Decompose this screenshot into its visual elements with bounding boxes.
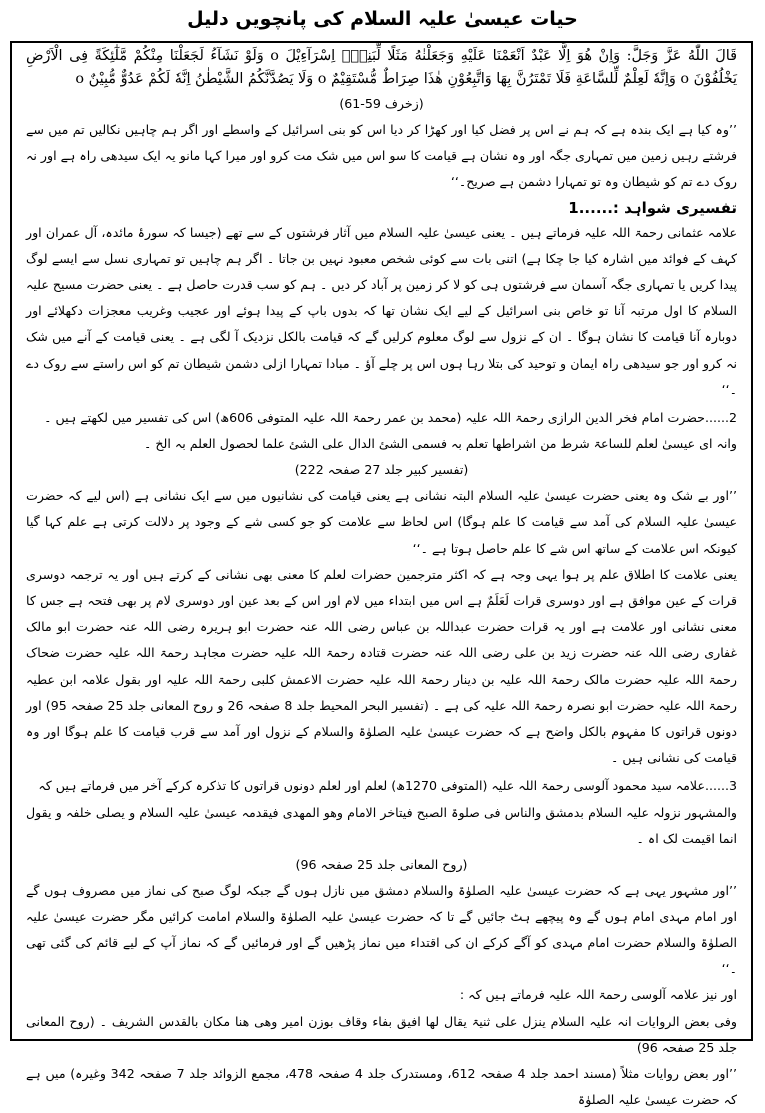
section-heading: تفسیری شواہد :......1 [568, 198, 737, 217]
paragraph-alusi-arabic: والمشہور نزولہ علیہ السلام بدمشق والناس فی صلوۃ الصبح فیتاخر الامام وھو المھدی فیقدمہ عیسیٰ علیہ السلام و یصلی خلفہ و یقول انما اقیمت لک اہ ۔ [26, 804, 737, 846]
paragraph-alusi-further: اور نیز علامہ آلوسی رحمۃ اللہ علیہ فرماتے ہیں کہ : [459, 987, 737, 1003]
razi-reference: (تفسیر کبیر جلد 27 صفحہ 222) [294, 462, 469, 478]
paragraph-alusi-intro: 3......علامہ سید محمود آلوسی رحمۃ اللہ علیہ (المتوفی 1270ھ) لعلم اور لعلم دونوں قراتوں کا تذکرہ کرکے آخر میں فرماتے ہیں کہ [38, 778, 737, 794]
paragraph-narrations: ’’اور بعض روایات مثلاً (مسند احمد جلد 4 صفحہ 612، ومستدرک جلد 4 صفحہ 478، مجمع الزوائد جلد 7 صفحہ 342 وغیرہ) میں ہے کہ حضرت عیسیٰ علیہ الصلوٰۃ [26, 1065, 737, 1107]
verse-reference: (زخرف 59-61) [339, 96, 424, 111]
content-frame [10, 41, 753, 1107]
quran-verse: قَالَ اللّٰهُ عَزَّ وَجَلَّ: وَاِنْ هُوَ اِلَّا عَبْدٌ اَنْعَمْنَا عَلَيْهِ وَجَعَلْنٰهُ مَثَلًا لِّبَنِيْۤ اِسْرَآءِيْلَ o وَلَوْ نَشَآءُ لَجَعَلْنَا مِنْكُمْ مَّلٰٓئِكَةً فِى الْاَرْضِ يَخْلُفُوْنَ o وَاِنَّهٗ لَعِلْمٌ لِّلسَّاعَةِ فَلَا تَمْتَرُنَّ بِهَا وَاتَّبِعُوْنِ هٰذَا صِرَاطٌ مُّسْتَقِيْمٌ o وَلَا يَصُدَّنَّكُمُ الشَّيْطٰنُ اِنَّهٗ لَكُمْ عَدُوٌّ مُّبِيْنٌ o [26, 48, 737, 87]
paragraph-alusi-arabic-2: وفی بعض الروایات انہ علیہ السلام ینزل علی ثنیۃ یقال لھا افیق بفاء وقاف بوزن امیر وھی ھنا مکان بالقدس الشریف ۔ (روح المعانی جلد 25 صفحہ 96) [26, 1013, 737, 1055]
paragraph-usmani: علامہ عثمانی رحمۃ اللہ علیہ فرماتے ہیں ۔ یعنی عیسیٰ علیہ السلام میں آثار فرشتوں کے سے تھے (جیسا کہ سورۂ مائدہ، آل عمران اور کہف کے فوائد میں اشارہ کیا جا چکا ہے) اتنی بات سے کوئی شخص معبود نہیں بن جاتا ۔ اگر ہم چاہیں تو تمہاری نسل سے ایسے لوگ پیدا کریں یا تمہاری جگہ آسمان سے فرشتوں ہی کو لا کر زمین پر آباد کر دیں ۔ ہم کو سب قدرت حاصل ہے ۔ یعنی حضرت مسیح علیہ السلام کا اول مرتبہ آنا تو خاص بنی اسرائیل کے لیے ایک نشان تھا کہ بدوں باپ کے پیدا ہوئے اور عجیب وغریب معجزات دکھلائے اور دوبارہ آنا قیامت کا نشان ہوگا ۔ ان کے نزول سے لوگ معلوم کرلیں گے کہ قیامت بالکل نزدیک آ لگی ہے ۔ یعنی قیامت کے آنے میں شک نہ کرو اور جو سیدھی راہ ایمان و توحید کی بتلا رہا ہوں اس پر چلے آؤ ۔ مبادا تمہارا ازلی دشمن شیطان تم کو اس راستے سے روک دے ۔‘‘ [26, 224, 737, 397]
alusi-reference: (روح المعانی جلد 25 صفحہ 96) [295, 856, 468, 872]
page-title: حیات عیسیٰ علیہ السلام کی پانچویں دلیل [187, 8, 578, 30]
verse-translation: ’’وہ کیا ہے ایک بندہ ہے کہ ہم نے اس پر فضل کیا اور کھڑا کر دیا اس کو بنی اسرائیل کے واسطے اور اگر ہم چاہیں نکالیں تم میں سے فرشتے رہیں زمین میں تمہاری جگہ اور وہ نشان ہے قیامت کا سو اس میں شک مت کرو اور میرا کہا مانو یہ ایک سیدھی راہ ہے اور نہ روک دے تم کو شیطان وہ تو تمہارا دشمن ہے صریح۔‘‘ [26, 122, 737, 190]
paragraph-razi-intro: 2......حضرت امام فخر الدین الرازی رحمۃ اللہ علیہ (محمد بن عمر رحمۃ اللہ علیہ المتوفی 606ھ) اس کی تفسیر میں لکھتے ہیں ۔ [44, 410, 737, 426]
paragraph-razi-translation: ’’اور بے شک وہ یعنی حضرت عیسیٰ علیہ السلام البتہ نشانی ہے یعنی قیامت کی نشانیوں میں سے ایک نشانی ہے (اس لیے کہ حضرت عیسیٰ علیہ السلام کی آمد سے قیامت کا علم ہوگا) اس لحاظ سے علامت کو جو کسی شے کے وجود پر دلالت کرتی ہے علم کہا گیا کیونکہ اس علامت کے ساتھ اس شے کا علم حاصل ہوتا ہے ۔‘‘ [26, 488, 737, 556]
paragraph-razi-arabic: وانہ ای عیسیٰ لعلم للساعۃ شرط من اشراطھا تعلم بہ فسمی الشئ الدال علی الشئ علما لحصول العلم بہ الخ ۔ [143, 436, 737, 452]
paragraph-alusi-translation: ’’اور مشہور یہی ہے کہ حضرت عیسیٰ علیہ الصلوٰۃ والسلام دمشق میں نازل ہوں گے جبکہ لوگ صبح کی نماز میں مصروف ہوں گے اور امام مہدی امام ہوں گے وہ پیچھے ہٹ جائیں گے تا کہ حضرت عیسیٰ علیہ الصلوٰۃ والسلام امامت کرائیں مگر حضرت عیسیٰ علیہ الصلوٰۃ والسلام حضرت امام مہدی کو آگے کرکے ان کی اقتداء میں نماز پڑھیں گے اور فرمائیں گے کہ نماز آپ کے لیے قائم کی گئی تھی ۔‘‘ [26, 882, 737, 977]
paragraph-qiraat: یعنی علامت کا اطلاق علم پر ہوا یہی وجہ ہے کہ اکثر مترجمین حضرات لعلم کا معنی بھی نشانی کے کرتے ہیں اور یہ ترجمہ دوسری قرات کے عین موافق ہے اور دوسری قرات لَعَلَمٌ ہے اس میں ابتداء میں لام اور اس کے بعد عین اور دوسری لام پر بھی فتحہ ہے جس کا معنی نشانی اور علامت ہے اور یہ قرات حضرت عبداللہ بن عباس رضی اللہ عنہ حضرت ابو ہریرہ رضی اللہ عنہ حضرت ابو مالک غفاری رضی اللہ عنہ حضرت زید بن علی رضی اللہ عنہ حضرت قتادہ رحمۃ اللہ علیہ حضرت مجاہد رحمۃ اللہ علیہ حضرت ضحاک رحمۃ اللہ علیہ حضرت مالک رحمۃ اللہ علیہ بن دینار رحمۃ اللہ علیہ حضرت الاعمش کلبی رحمۃ اللہ علیہ اور بقول علامہ ابن عطیہ رحمۃ اللہ علیہ حضرت ابو نصرہ رحمۃ اللہ علیہ کی ہے ۔ (تفسیر البحر المحیط جلد 8 صفحہ 26 و روح المعانی جلد 25 صفحہ 95) اور دونوں قراتوں کا مفہوم بالکل واضح ہے کہ حضرت عیسیٰ علیہ الصلوٰۃ والسلام کے نزول اور آمد سے قرب قیامت کا علم ہوگا اور وہ قیامت کی نشانی ہیں ۔ [26, 566, 737, 766]
